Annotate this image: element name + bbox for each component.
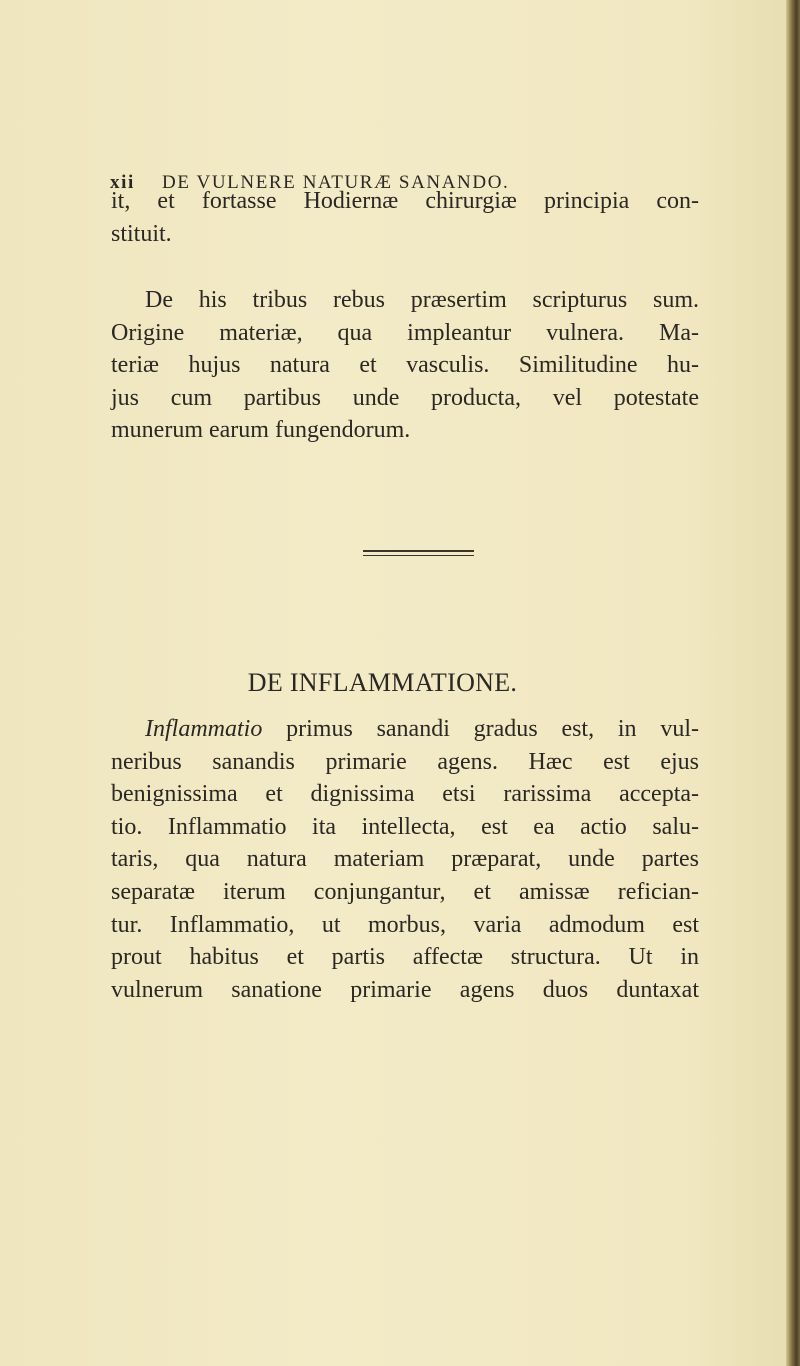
section-divider	[363, 550, 474, 556]
text-line: tur. Inflammatio, ut morbus, varia admodum est	[111, 911, 699, 938]
text-line: taris, qua natura materiam præparat, unde partes	[111, 846, 699, 873]
text-line: separatæ iterum conjungantur, et amissæ refician-	[111, 878, 699, 905]
text-line: it, et fortasse Hodiernæ chirurgiæ principia con-	[111, 188, 699, 214]
paragraph-2	[111, 284, 699, 447]
text-line: munerum earum fungendorum.	[111, 417, 411, 444]
text-line: tio. Inflammatio ita intellecta, est ea actio salu-	[111, 813, 699, 840]
lead-word: Inflammatio	[145, 716, 263, 742]
text-line: benignissima et dignissima etsi rarissima accepta-	[111, 781, 699, 808]
first-line-rest: primus sanandi gradus est, in vul-	[262, 716, 699, 742]
text-line: neribus sanandis primarie agens. Hæc est ejus	[111, 748, 699, 775]
text-line: stituit.	[111, 220, 172, 247]
text-line: Origine materiæ, qua impleantur vulnera. Ma-	[111, 319, 699, 346]
text-line: jus cum partibus unde producta, vel potestate	[111, 384, 699, 411]
page-number: xii	[110, 172, 135, 193]
text-line: prout habitus et partis affectæ structura. Ut in	[111, 944, 699, 971]
text-line: vulnerum sanatione primarie agens duos duntaxat	[111, 976, 699, 1003]
text-line	[111, 713, 699, 746]
running-title: DE VULNERE NATURÆ SANANDO.	[162, 172, 510, 193]
text-line: De his tribus rebus præsertim scripturus sum.	[145, 287, 699, 313]
paragraph-1	[111, 185, 699, 250]
paragraph-3	[111, 713, 699, 1006]
section-heading: DE INFLAMMATIONE.	[247, 668, 518, 697]
text-line: teriæ hujus natura et vasculis. Similitudine hu-	[111, 352, 699, 379]
